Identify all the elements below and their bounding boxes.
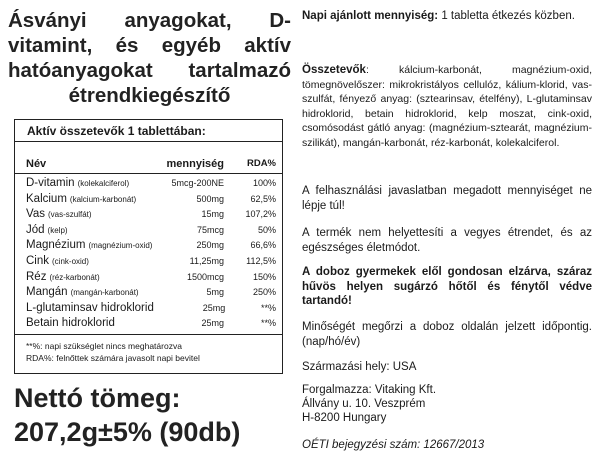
nutrient-rda: **% [260,302,276,313]
nutrient-source: (vas-szulfát) [47,210,92,220]
nutrient-rda: 107,2% [245,209,276,220]
distributor-address: Állvány u. 10. Veszprém [302,398,426,410]
column-name: Név [26,158,47,170]
distributor [302,383,592,425]
nutrient-amount: 5mg [206,287,224,298]
nutrient-rda: 62,5% [250,193,276,204]
table-row [15,285,282,301]
nutrient-main: Réz [26,270,47,283]
nutrient-name [26,238,154,254]
nutrient-rda: 100% [252,178,276,188]
table-row [15,301,282,317]
nutrient-main: L-glutaminsav hidroklorid [26,301,154,314]
best-before: Minőségét megőrzi a doboz oldalán jelzett időpontig. (nap/hó/év) [302,321,592,348]
nutrient-amount: 25mg [201,318,224,329]
nutrient-name [26,316,154,332]
table-row [15,192,282,208]
nutrient-main: D-vitamin [26,177,75,189]
dosage-text: 1 tabletta étkezés közben. [441,10,575,22]
table-row [15,207,282,223]
nutrient-source: (réz-karbonát) [49,272,100,282]
nutrient-name [26,270,154,286]
nutrient-name [26,301,157,317]
nutrient-rda: 112,5% [246,255,276,266]
net-weight-label: Nettó tömeg: [14,383,181,413]
net-weight-value: 207,2g±5% (90db) [14,417,241,447]
registration-number: OÉTI bejegyzési szám: 12667/2013 [302,439,485,451]
table-row [15,254,282,270]
nutrient-amount: 11,25mg [189,255,224,266]
table-row [15,223,282,239]
nutrient-name [26,192,154,208]
footnote-rda-undefined: **%: napi szükséglet nincs meghatározva [26,340,182,351]
net-weight [14,381,289,449]
nutrient-main: Kalcium [26,192,67,205]
nutrient-main: Betain hidroklorid [26,317,115,330]
nutrient-rda: 50% [257,224,276,235]
nutrient-amount: 250mg [196,240,224,251]
nutrient-source: (mangán-karbonát) [70,288,139,298]
table-row [15,238,282,254]
ingredients [302,63,592,150]
warning-dosage: A felhasználási javaslatban megadott mennyiséget ne lépje túl! [302,185,592,212]
table-footnotes [15,335,282,364]
nutrient-source: (kalcium-karbonát) [69,194,137,204]
column-amount: mennyiség [166,158,224,170]
nutrient-amount: 25mg [202,302,226,313]
nutrient-name [26,285,154,301]
ingredients-text: : kálcium-karbonát, magnézium-oxid, tömegnövelőszer: mikrokristályos cellulóz, kálium-klorid, vas-szulfát, fényező anyag: (sztearinsav, ételfény), L-glutaminsav hidroklorid, betain hidroklorid, kelp moszat, cink-oxid, csomósodást gátló anyag: (magnézium-sztearát, magnézium-szilikát), mangán-karbonát, réz-karbonát, kolekalciferol. [302,64,592,149]
dosage [302,9,592,24]
nutrient-amount: 5mcg-200NE [171,178,224,188]
nutrient-source: (kolekalciferol) [77,179,130,188]
nutrition-table [14,119,283,374]
dosage-label: Napi ajánlott mennyiség: [302,10,439,22]
origin: Származási hely: USA [302,361,417,373]
nutrient-name [26,207,154,223]
distributor-name: Forgalmazza: Vitaking Kft. [302,384,437,396]
nutrient-main: Vas [26,208,45,221]
nutrient-amount: 15mg [201,209,224,220]
nutrient-rda: 66,6% [250,240,276,251]
table-row [15,270,282,286]
table-header-row [15,154,282,174]
table-heading: Aktív összetevők 1 tablettában: [15,120,282,142]
nutrient-name [26,223,154,239]
ingredients-label: Összetevők [302,64,366,76]
nutrient-amount: 75mcg [196,224,224,235]
nutrient-main: Jód [26,223,45,236]
distributor-postcode: H-8200 Hungary [302,412,387,424]
nutrient-name [26,254,154,270]
storage-instructions: A doboz gyermekek elől gondosan elzárva, száraz hűvös helyen sugárzó hőtől és fénytől védve tartandó! [302,266,592,307]
nutrient-rda: 150% [252,271,276,282]
table-body [15,174,282,335]
nutrient-amount: 1500mcg [186,271,224,282]
nutrient-rda: **% [260,318,276,329]
nutrient-rda: 250% [252,287,276,298]
nutrient-main: Mangán [26,286,68,299]
warning-diet: A termék nem helyettesíti a vegyes étrendet, és az egészséges életmódot. [302,227,592,254]
nutrient-source: (kelp) [47,225,68,235]
nutrient-name [26,176,154,192]
nutrient-source: (magnézium-oxid) [88,241,153,251]
table-row [15,176,282,192]
table-row [15,316,282,332]
nutrient-main: Magnézium [26,239,86,252]
column-rda: RDA% [246,158,276,169]
nutrient-amount: 500mg [196,193,224,204]
nutrient-source: (cink-oxid) [52,256,89,266]
nutrient-main: Cink [26,254,50,267]
product-title: Ásványi anyagokat, D-vitamint, és egyéb aktív hatóanyagokat tartalmazó étrendkiegészítő [8,9,291,107]
footnote-rda-definition: RDA%: felnőttek számára javasolt napi bevitel [26,352,200,363]
